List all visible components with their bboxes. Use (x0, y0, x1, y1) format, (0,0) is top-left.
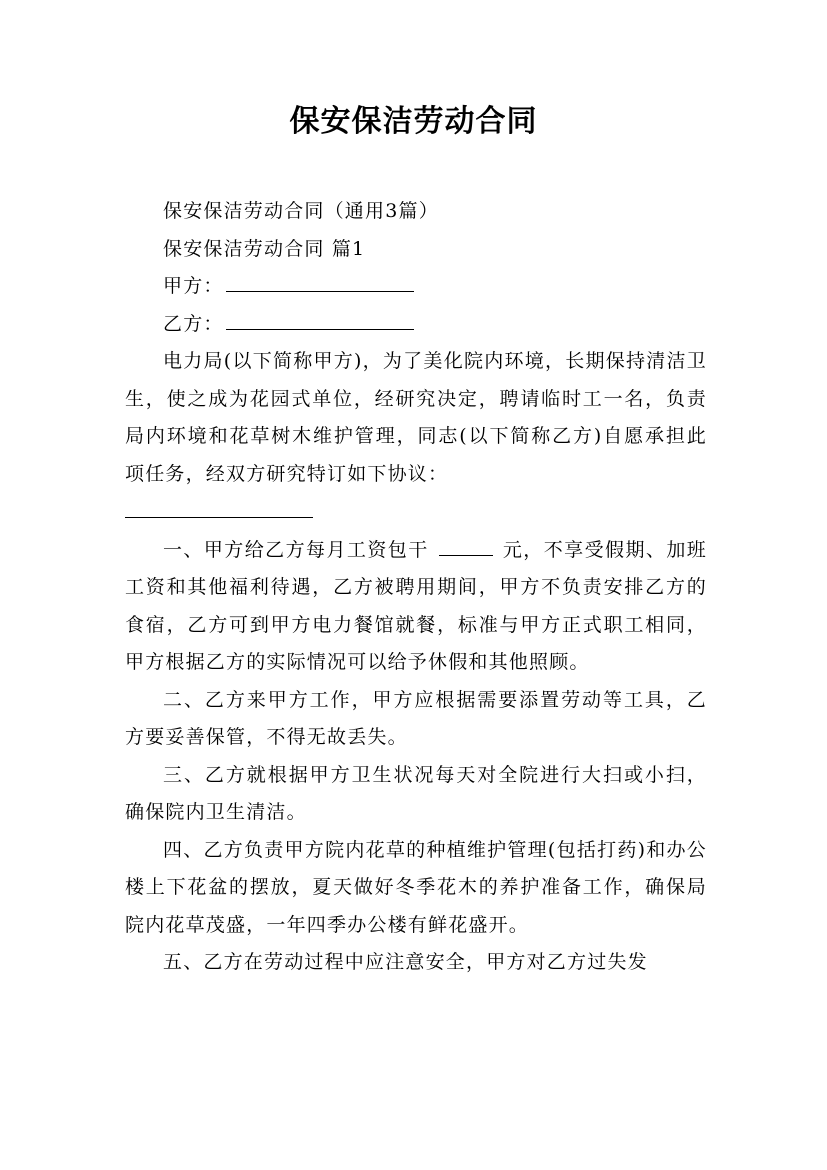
party-a-line (125, 268, 707, 306)
clause-2: 二、乙方来甲方工作，甲方应根据需要添置劳动等工具，乙方要妥善保管，不得无故丢失。 (125, 688, 707, 748)
clause-3: 三、乙方就根据甲方卫生状况每天对全院进行大扫或小扫，确保院内卫生清洁。 (125, 763, 707, 823)
clause-1-part-a: 一、甲方给乙方每月工资包干 (163, 538, 429, 561)
signature-blank-line (125, 493, 707, 532)
party-b-line (125, 306, 707, 344)
clause-1 (125, 532, 707, 682)
party-b-blank (226, 309, 414, 330)
intro-paragraph: 电力局(以下简称甲方)，为了美化院内环境，长期保持清洁卫生，使之成为花园式单位，经研究决定，聘请临时工一名，负责局内环境和花草树木维护管理，同志(以下简称乙方)自愿承担此项任务，经双方研究特订如下协议： (125, 350, 707, 485)
salary-blank (439, 535, 493, 556)
party-a-blank (226, 271, 414, 292)
document-title: 保安保洁劳动合同 (289, 104, 538, 139)
subtitle: 保安保洁劳动合同（通用3篇） (163, 200, 439, 222)
section-heading: 保安保洁劳动合同 篇1 (163, 237, 366, 260)
clause-5: 五、乙方在劳动过程中应注意安全，甲方对乙方过失发 (163, 951, 648, 973)
clause-1-part-b: 元，不享受假期、加班工资和其他福利待遇，乙方被聘用期间，甲方不负责安排乙方的食宿，乙方可到甲方电力餐馆就餐，标准与甲方正式职工相同，甲方根据乙方的实际情况可以给予休假和其他照顾。 (125, 538, 707, 673)
clause-4: 四、乙方负责甲方院内花草的种植维护管理(包括打药)和办公楼上下花盆的摆放，夏天做好冬季花木的养护准备工作，确保局院内花草茂盛，一年四季办公楼有鲜花盛开。 (125, 838, 707, 936)
party-a-label: 甲方： (163, 275, 224, 297)
party-b-label: 乙方： (163, 312, 224, 335)
signature-blank (125, 497, 313, 518)
document-body (125, 193, 707, 982)
